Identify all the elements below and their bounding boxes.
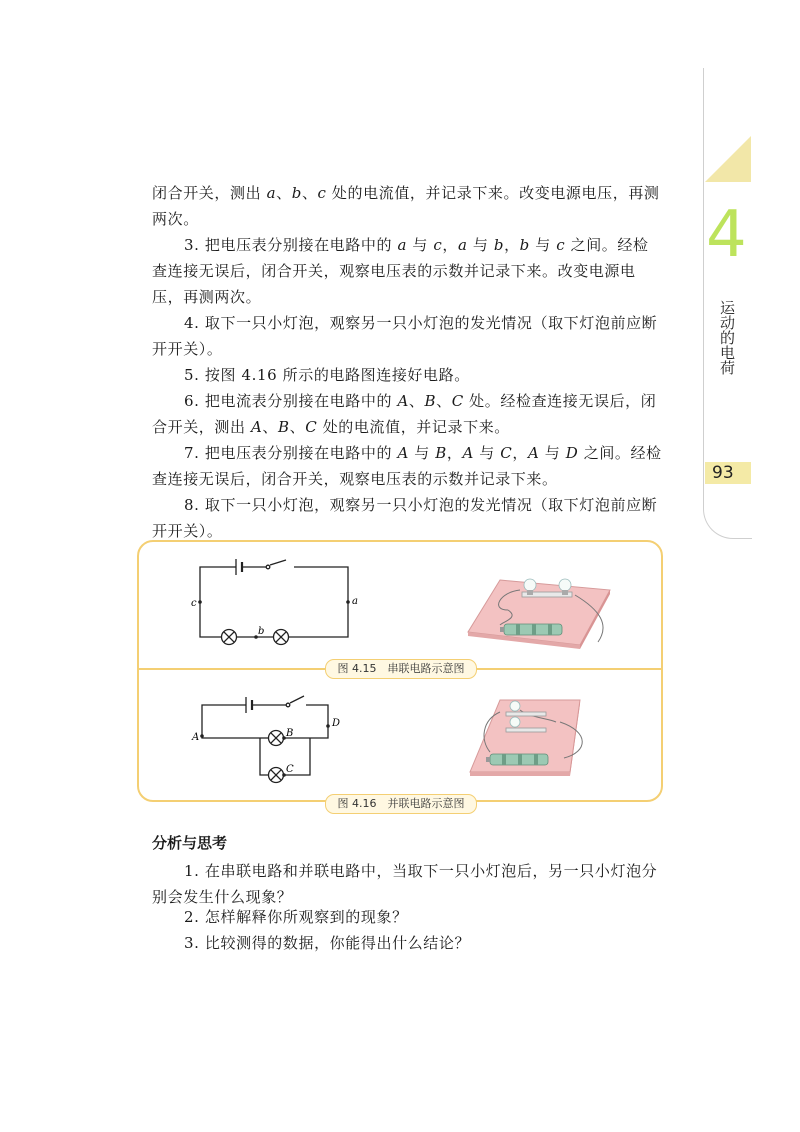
label-A: A bbox=[192, 732, 200, 743]
parallel-circuit-illustration bbox=[460, 692, 620, 782]
label-b: b bbox=[258, 626, 265, 637]
label-B: B bbox=[286, 728, 294, 739]
analysis-question-3: 3. 比较测得的数据，你能得出什么结论？ bbox=[184, 934, 471, 952]
figure-4-15-caption: 图 4.15 串联电路示意图 bbox=[325, 659, 477, 679]
analysis-question-2: 2. 怎样解释你所观察到的现象？ bbox=[184, 908, 408, 926]
label-c: c bbox=[191, 598, 197, 609]
analysis-question-1: 1. 在串联电路和并联电路中，当取下一只小灯泡后，另一只小灯泡分别会发生什么现象？ bbox=[152, 862, 658, 906]
paragraph-step3: 3. 把电压表分别接在电路中的 a 与 c，a 与 b，b 与 c 之间。经检查连接无误后，闭合开关，观察电压表的示数并记录下来。改变电源电压，再测两次。 bbox=[152, 236, 649, 306]
series-circuit-illustration bbox=[460, 570, 620, 660]
tab-corner-rule bbox=[703, 508, 752, 539]
label-D: D bbox=[332, 718, 341, 729]
paragraph-step7: 7. 把电压表分别接在电路中的 A 与 B，A 与 C，A 与 D 之间。经检查连接无误后，闭合开关，观察电压表的示数并记录下来。 bbox=[152, 444, 662, 488]
series-circuit-diagram bbox=[190, 550, 360, 650]
chapter-title: 运动的电荷 bbox=[718, 300, 736, 375]
chapter-number: 4 bbox=[706, 198, 747, 272]
parallel-circuit-diagram bbox=[190, 688, 360, 788]
tab-rule bbox=[703, 68, 704, 508]
figure-4-16-caption: 图 4.16 并联电路示意图 bbox=[325, 794, 477, 814]
page-number: 93 bbox=[712, 463, 734, 483]
paragraph-step8: 8. 取下一只小灯泡，观察另一只小灯泡的发光情况（取下灯泡前应断开开关）。 bbox=[152, 496, 658, 540]
label-a: a bbox=[352, 596, 358, 607]
tab-triangle bbox=[705, 136, 751, 182]
analysis-heading: 分析与思考 bbox=[152, 834, 228, 852]
paragraph-step6: 6. 把电流表分别接在电路中的 A、B、C 处。经检查连接无误后，闭合开关，测出 A、B、C 处的电流值，并记录下来。 bbox=[152, 392, 657, 436]
paragraph-step2-cont: 闭合开关，测出 a、b、c 处的电流值，并记录下来。改变电源电压，再测两次。 bbox=[152, 184, 660, 228]
paragraph-step4: 4. 取下一只小灯泡，观察另一只小灯泡的发光情况（取下灯泡前应断开开关）。 bbox=[152, 314, 658, 358]
label-C: C bbox=[286, 764, 294, 775]
paragraph-step5: 5. 按图 4.16 所示的电路图连接好电路。 bbox=[184, 366, 470, 384]
